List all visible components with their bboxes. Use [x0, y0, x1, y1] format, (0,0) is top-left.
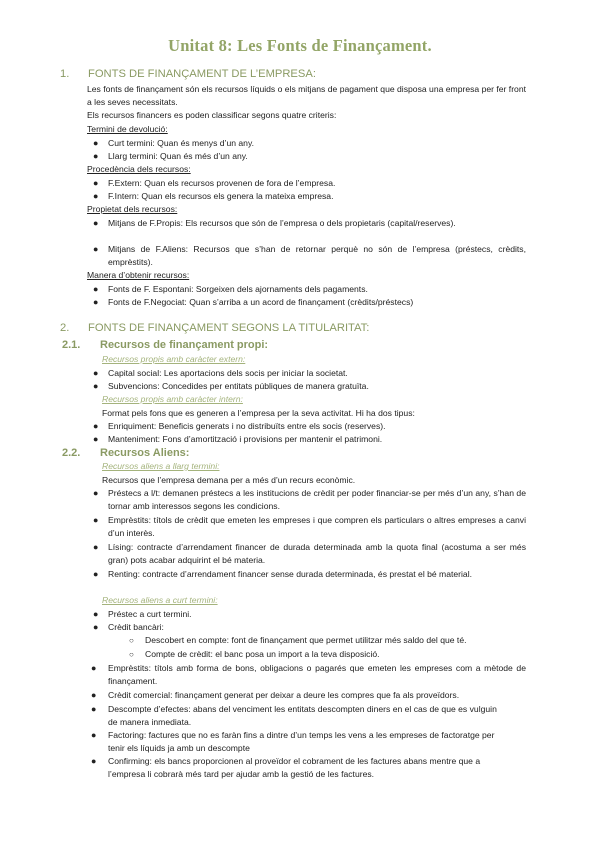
- bullet-icon: ●: [93, 609, 99, 619]
- llarg-label: Recursos aliens a llarg termini:: [102, 461, 220, 471]
- bullet-icon: ●: [93, 421, 99, 431]
- list-item: ● Confirming: els bancs proporcionen al proveïdor el cobrament de les factures abans mentre que a l’empresa li cobrarà més tard per ajudar amb la gestió de les factures.: [91, 756, 481, 779]
- list-item: ● Descompte d’efectes: abans del venciment les entitats descompten diners en el cas de que es vulguin de manera inmediata.: [91, 704, 497, 727]
- list-item: ● Capital social: Les aportacions dels socis per iniciar la societat.: [93, 368, 348, 378]
- bullet-icon: ●: [93, 542, 99, 552]
- bullet-icon: ●: [93, 284, 99, 294]
- bullet-icon: ●: [93, 368, 99, 378]
- list-item: ● Llarg termini: Quan és més d’un any.: [93, 151, 248, 161]
- section-title: FONTS DE FINANÇAMENT SEGONS LA TITULARITAT:: [88, 322, 370, 334]
- bullet-icon: ●: [93, 622, 99, 632]
- subsection-number: 2.2.: [62, 447, 81, 459]
- circle-bullet-icon: ○: [129, 636, 134, 645]
- subsection-title: Recursos de finançament propi:: [100, 339, 269, 351]
- bullet-icon: ●: [91, 730, 97, 740]
- bullet-icon: ●: [93, 297, 99, 307]
- list-item: ● Crèdit bancàri:: [93, 622, 164, 632]
- bullet-icon: ●: [93, 488, 99, 498]
- bullet-icon: ●: [93, 381, 99, 391]
- propietat-label: Propietat dels recursos:: [87, 204, 178, 214]
- list-item: ● Lísing: contracte d’arrendament financer de durada determinada amb la quota final (acostuma a ser més gran) pots acabar adquirint el bé materia.: [93, 542, 526, 565]
- list-item: ● Factoring: factures que no es faràn fins a dintre d’un temps les vens a les empreses de factoratge per tenir els líquids ja amb un descompte: [91, 730, 495, 753]
- bullet-icon: ●: [93, 191, 99, 201]
- list-item: ● Emprèstits: títols de crèdit que emeten les empreses i que compren els particulars o altres empreses a canvi d’un interès.: [93, 515, 526, 538]
- bullet-icon: ●: [91, 663, 97, 673]
- list-item: ● Crèdit comercial: finançament generat per deixar a deure les compres que fa als proveïdors.: [91, 690, 460, 700]
- section-number: 2.: [60, 322, 70, 334]
- procedencia-label: Procedència dels recursos:: [87, 164, 191, 174]
- manera-label: Manera d’obtenir recursos:: [87, 270, 190, 280]
- section-1-heading: [60, 68, 316, 80]
- section-2-heading: [60, 322, 369, 334]
- intern-paragraph: Format pels fons que es generen a l’empresa per la seva activitat. Hi ha dos tipus:: [102, 408, 415, 418]
- section-number: 1.: [60, 68, 70, 80]
- termini-label: Termini de devolució:: [87, 124, 168, 134]
- curt-label: Recursos aliens a curt termini:: [102, 595, 218, 605]
- bullet-icon: ●: [93, 434, 99, 444]
- bullet-icon: ●: [93, 218, 99, 228]
- sub-list-item: ○ Compte de crèdit: el banc posa un import a la teva disposició.: [129, 649, 380, 659]
- list-item: ● Enriquiment: Beneficis generats i no distribuïts entre els socis (reserves).: [93, 421, 386, 431]
- list-item: ● Fonts de F.Negociat: Quan s’arriba a un acord de finançament (crèdits/préstecs): [93, 297, 414, 307]
- extern-label: Recursos propis amb caràcter extern:: [102, 354, 246, 364]
- sub-list-item: ○ Descobert en compte: font de finançament que permet utilitzar més saldo del que té.: [129, 635, 467, 645]
- bullet-icon: ●: [93, 515, 99, 525]
- bullet-icon: ●: [93, 569, 99, 579]
- bullet-icon: ●: [91, 690, 97, 700]
- bullet-icon: ●: [93, 178, 99, 188]
- llarg-paragraph: Recursos que l’empresa demana per a més d’un recurs econòmic.: [102, 475, 356, 485]
- list-item: ● Préstec a curt termini.: [93, 609, 192, 619]
- list-item: ● Manteniment: Fons d’amortització i provisions per mantenir el patrimoni.: [93, 434, 383, 444]
- list-item: ● F.Intern: Quan els recursos els genera la mateixa empresa.: [93, 191, 334, 201]
- intro-paragraph: Les fonts de finançament són els recursos líquids o els mitjans de pagament que disposa una empresa per fer front a les seves necessitats.: [87, 84, 527, 107]
- bullet-icon: ●: [93, 244, 99, 254]
- list-item: ● Mitjans de F.Aliens: Recursos que s’han de retornar perquè no són de l’empresa (préstecs, crèdits, emprèstits).: [93, 244, 526, 267]
- subsection-2-1-heading: [62, 339, 268, 351]
- section-title: FONTS DE FINANÇAMENT DE L’EMPRESA:: [88, 68, 316, 80]
- bullet-icon: ●: [93, 138, 99, 148]
- bullet-icon: ●: [91, 756, 97, 766]
- list-item: ● Curt termini: Quan és menys d’un any.: [93, 138, 254, 148]
- criteria-paragraph: Els recursos financers es poden classificar segons quatre criteris:: [87, 110, 337, 120]
- list-item: ● Subvencions: Concedides per entitats públiques de manera gratuïta.: [93, 381, 369, 391]
- document-title: Unitat 8: Les Fonts de Finançament.: [168, 36, 432, 55]
- list-item: ● Fonts de F. Espontani: Sorgeixen dels ajornaments dels pagaments.: [93, 284, 368, 294]
- subsection-2-2-heading: [62, 447, 189, 459]
- list-item: ● Emprèstits: títols amb forma de bons, obligacions o pagarés que emeten les empreses com a mètode de finançament.: [91, 663, 526, 686]
- circle-bullet-icon: ○: [129, 650, 134, 659]
- intern-label: Recursos propis amb caràcter intern:: [102, 394, 243, 404]
- subsection-number: 2.1.: [62, 339, 81, 351]
- subsection-title: Recursos Aliens:: [100, 447, 190, 459]
- bullet-icon: ●: [91, 704, 97, 714]
- list-item: ● Renting: contracte d’arrendament financer sense durada determinada, és prestat el bé material.: [93, 569, 473, 579]
- list-item: ● Préstecs a l/t: demanen préstecs a les institucions de crèdit per poder financiar-se per més d’un any, s’han de tornar amb interessos segons les condicions.: [93, 488, 526, 511]
- list-item: ● Mitjans de F.Propis: Els recursos que són de l’empresa o dels propietaris (capital/reserves).: [93, 218, 456, 228]
- bullet-icon: ●: [93, 151, 99, 161]
- list-item: ● F.Extern: Quan els recursos provenen de fora de l’empresa.: [93, 178, 336, 188]
